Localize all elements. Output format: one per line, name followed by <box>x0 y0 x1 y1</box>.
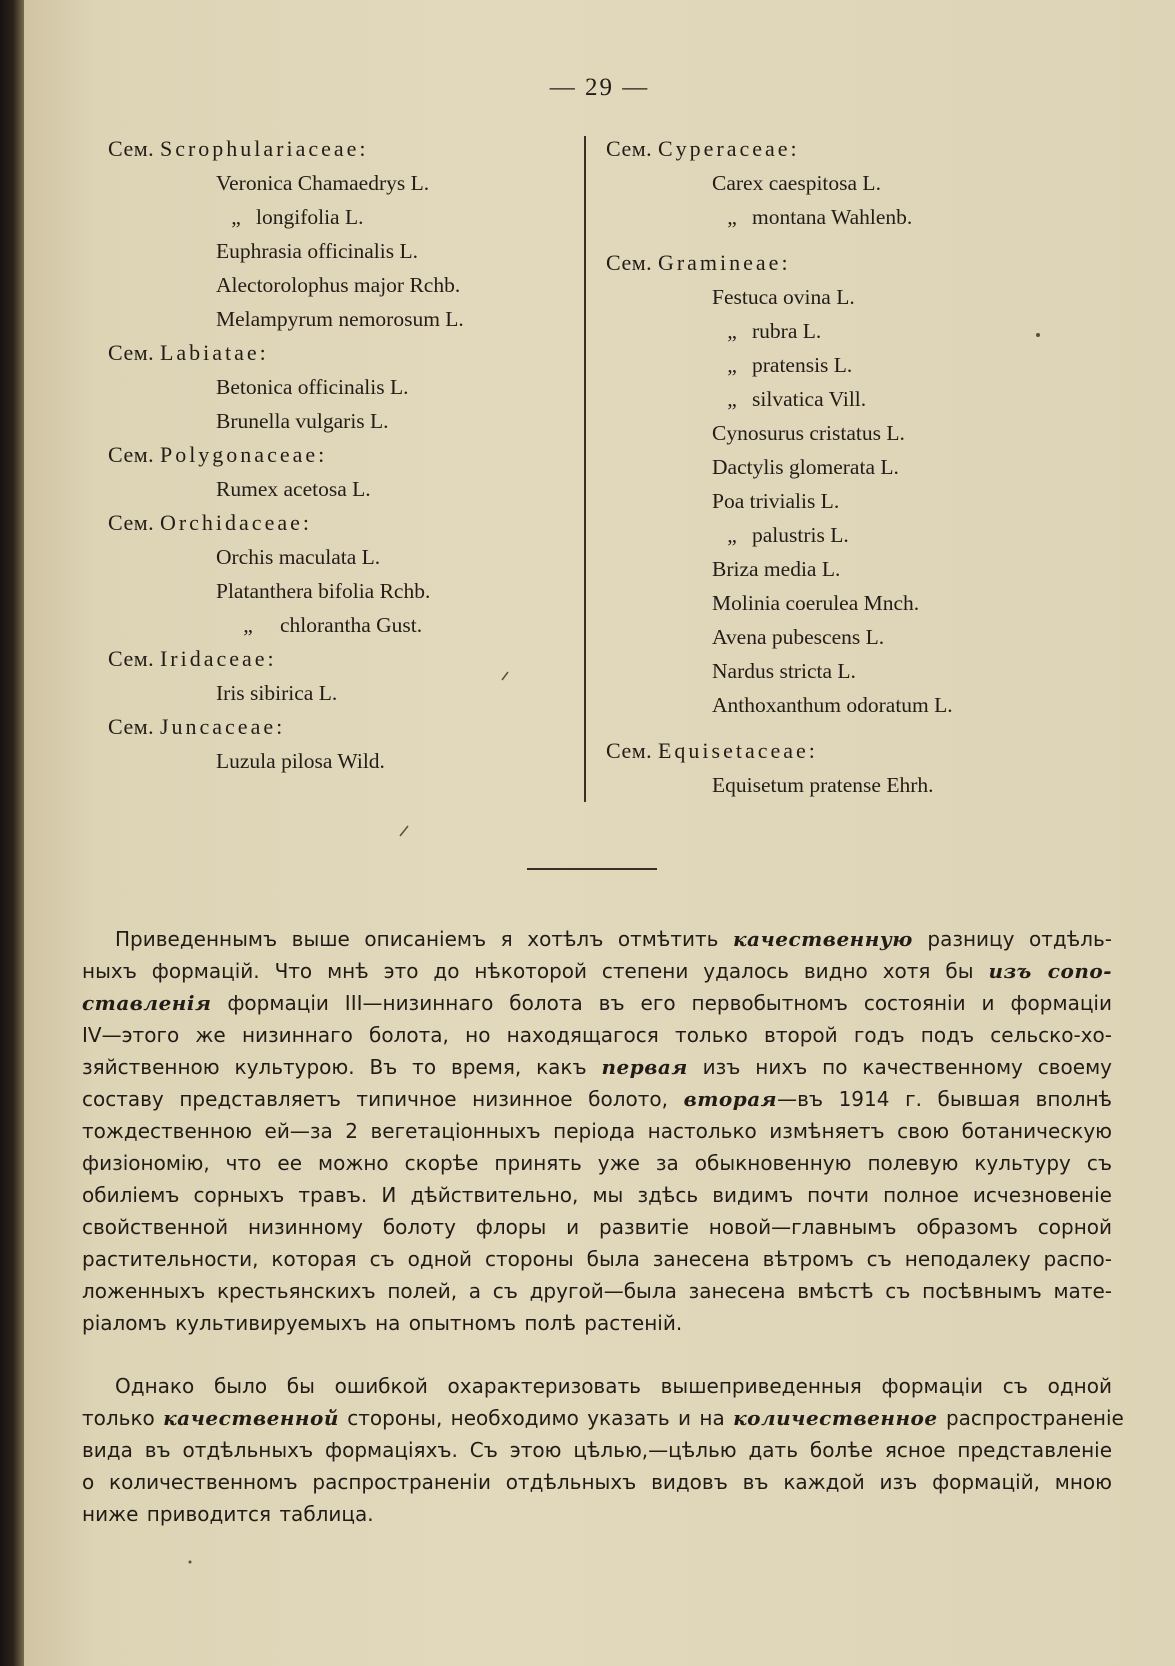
species-name: Dactylis glomerata L. <box>712 455 899 479</box>
species-name: Avena pubescens L. <box>712 625 885 649</box>
species-name: Brunella vulgaris L. <box>216 409 389 433</box>
text-segment: о количественномъ распространеніи отдѣльныхъ видовъ въ каждой изъ формацій, мною <box>82 1470 1112 1494</box>
species-entry <box>108 200 588 234</box>
page-number: — 29 — <box>549 74 650 101</box>
family-prefix: Сем. <box>108 340 155 365</box>
species-entry <box>606 484 1086 518</box>
species-name: Nardus stricta L. <box>712 659 856 683</box>
text-segment: стороны, необходимо указать и на <box>338 1406 734 1430</box>
emphasis-text: качественную <box>732 927 913 951</box>
species-name: rubra L. <box>752 319 822 343</box>
family-name: Orchidaceae: <box>159 510 312 535</box>
species-entry <box>108 676 588 710</box>
text-line <box>82 987 1112 1019</box>
species-list-right <box>606 132 1086 802</box>
ditto-mark: „ <box>727 319 737 343</box>
family-prefix: Сем. <box>108 510 155 535</box>
text-segment: ріаломъ культивируемыхъ на опытномъ полѣ растеній. <box>82 1311 683 1335</box>
species-name: Equisetum pratense Ehrh. <box>712 773 934 797</box>
species-entry <box>606 450 1086 484</box>
text-line <box>82 1083 1112 1115</box>
family-name: Polygonaceae: <box>159 442 328 467</box>
text-segment: формаціи III—низиннаго болота въ его первобытномъ состояніи и формаціи <box>211 991 1112 1015</box>
text-line <box>82 955 1112 987</box>
species-list-left <box>108 132 588 778</box>
text-segment: разницу отдѣль- <box>912 927 1112 951</box>
species-name: Cynosurus cristatus L. <box>712 421 905 445</box>
emphasis-text: изъ сопо- <box>988 959 1113 983</box>
family-prefix: Сем. <box>108 714 155 739</box>
species-name: pratensis L. <box>752 353 853 377</box>
text-line <box>82 1402 1124 1434</box>
species-entry <box>108 744 588 778</box>
family-heading <box>108 438 588 472</box>
family-name: Gramineae: <box>657 250 791 275</box>
species-name: Anthoxanthum odoratum L. <box>712 693 953 717</box>
species-entry <box>606 586 1086 620</box>
family-name: Juncaceae: <box>159 714 286 739</box>
species-entry <box>108 574 588 608</box>
column-divider <box>584 136 586 802</box>
species-entry <box>606 348 1086 382</box>
text-segment: Приведеннымъ выше описаніемъ я хотѣлъ отмѣтить <box>115 927 733 951</box>
column-gap <box>606 722 1086 734</box>
text-segment: вида въ отдѣльныхъ формаціяхъ. Съ этою цѣлью,—цѣлью дать болѣе ясное представленіе <box>82 1438 1112 1462</box>
species-name: chlorantha Gust. <box>280 613 423 637</box>
family-heading <box>606 734 1086 768</box>
species-entry <box>606 314 1086 348</box>
text-segment: —въ 1914 г. бывшая вполнѣ <box>777 1087 1112 1111</box>
text-line <box>82 1211 1112 1243</box>
paragraph-1 <box>82 923 1112 1339</box>
species-entry <box>606 768 1086 802</box>
species-entry <box>606 280 1086 314</box>
family-name: Iridaceae: <box>159 646 277 671</box>
emphasis-text: ставленія <box>82 991 212 1015</box>
species-entry <box>606 518 1086 552</box>
ditto-mark: „ <box>727 205 737 229</box>
species-name: silvatica Vill. <box>752 387 867 411</box>
species-entry <box>606 382 1086 416</box>
family-prefix: Сем. <box>606 136 653 161</box>
species-name: Rumex acetosa L. <box>216 477 371 501</box>
species-entry <box>108 370 588 404</box>
family-heading <box>108 132 588 166</box>
species-name: Melampyrum nemorosum L. <box>216 307 464 331</box>
book-spine-shadow <box>0 0 24 1666</box>
paragraph-2 <box>82 1370 1124 1530</box>
text-line <box>82 1498 1112 1530</box>
emphasis-text: первая <box>601 1055 688 1079</box>
species-entry <box>606 654 1086 688</box>
text-segment: ложенныхъ крестьянскихъ полей, а съ другой—была занесена вмѣстѣ съ посѣвнымъ мате- <box>82 1279 1112 1303</box>
text-line <box>82 1051 1112 1083</box>
species-entry <box>108 268 588 302</box>
section-rule <box>527 868 657 870</box>
species-name: Euphrasia officinalis L. <box>216 239 419 263</box>
text-segment: только <box>82 1406 164 1430</box>
family-heading <box>108 642 588 676</box>
text-line <box>82 1147 1112 1179</box>
family-prefix: Сем. <box>108 646 155 671</box>
species-name: palustris L. <box>752 523 849 547</box>
emphasis-text: вторая <box>683 1087 778 1111</box>
species-entry <box>606 200 1086 234</box>
pencil-tick-mark <box>400 826 408 836</box>
species-entry <box>108 472 588 506</box>
ditto-mark: „ <box>243 613 253 637</box>
family-heading <box>606 246 1086 280</box>
ditto-mark: „ <box>231 205 241 229</box>
text-line <box>82 1434 1112 1466</box>
species-entry <box>606 166 1086 200</box>
species-entry <box>606 688 1086 722</box>
species-entry <box>606 552 1086 586</box>
ditto-mark: „ <box>727 387 737 411</box>
species-entry <box>108 540 588 574</box>
text-segment: ниже приводится таблица. <box>82 1502 374 1526</box>
species-name: Betonica officinalis L. <box>216 375 409 399</box>
family-heading <box>108 336 588 370</box>
text-segment: растительности, которая съ одной стороны была занесена вѣтромъ съ неподалеку распо- <box>82 1247 1112 1271</box>
species-name: montana Wahlenb. <box>752 205 913 229</box>
species-name: Alectorolophus major Rchb. <box>216 273 461 297</box>
family-heading <box>108 710 588 744</box>
family-prefix: Сем. <box>108 442 155 467</box>
species-entry <box>108 302 588 336</box>
text-line <box>82 1115 1112 1147</box>
text-segment: изъ нихъ по качественному своему <box>687 1055 1112 1079</box>
species-name: Carex caespitosa L. <box>712 171 881 195</box>
text-segment: IV—этого же низиннаго болота, но находящагося только второй годъ подъ сельско-хо- <box>82 1023 1112 1047</box>
text-segment: свойственной низинному болоту флоры и развитіе новой—главнымъ образомъ сорной <box>82 1215 1112 1239</box>
species-entry <box>606 620 1086 654</box>
text-line <box>82 1307 1112 1339</box>
text-line <box>82 1275 1112 1307</box>
species-name: Iris sibirica L. <box>216 681 338 705</box>
text-segment: тождественною ей—за 2 вегетаціонныхъ періода настолько измѣняетъ свою ботаническую <box>82 1119 1112 1143</box>
species-name: Veronica Chamaedrys L. <box>216 171 430 195</box>
text-line <box>82 1466 1112 1498</box>
species-name: Festuca ovina L. <box>712 285 855 309</box>
species-entry <box>108 166 588 200</box>
species-name: Poa trivialis L. <box>712 489 840 513</box>
text-segment: физіономію, что ее можно скорѣе принять уже за обыкновенную полевую культуру съ <box>82 1151 1112 1175</box>
column-gap <box>606 234 1086 246</box>
family-prefix: Сем. <box>108 136 155 161</box>
text-line <box>82 1179 1112 1211</box>
species-entry <box>108 234 588 268</box>
text-segment: ныхъ формацій. Что мнѣ это до нѣкоторой степени удалось видно хотя бы <box>82 959 989 983</box>
text-segment: Однако было бы ошибкой охарактеризовать вышеприведенныя формаціи съ одной <box>115 1374 1112 1398</box>
species-name: Orchis maculata L. <box>216 545 381 569</box>
text-line <box>82 1019 1112 1051</box>
species-name: Platanthera bifolia Rchb. <box>216 579 431 603</box>
text-line <box>82 923 1112 955</box>
family-prefix: Сем. <box>606 738 653 763</box>
family-heading <box>108 506 588 540</box>
ditto-mark: „ <box>727 353 737 377</box>
text-segment: обиліемъ сорныхъ травъ. И дѣйствительно, мы здѣсь видимъ почти полное исчезновеніе <box>82 1183 1112 1207</box>
emphasis-text: количественное <box>733 1406 938 1430</box>
species-name: Molinia coerulea Mnch. <box>712 591 920 615</box>
species-name: Luzula pilosa Wild. <box>216 749 385 773</box>
text-segment: составу представляетъ типичное низинное болото, <box>82 1087 684 1111</box>
ink-speck <box>189 1561 192 1564</box>
ditto-mark: „ <box>727 523 737 547</box>
family-name: Scrophulariaceae: <box>159 136 369 161</box>
family-name: Equisetaceae: <box>657 738 818 763</box>
species-name: Briza media L. <box>712 557 841 581</box>
family-heading <box>606 132 1086 166</box>
family-name: Cyperaceae: <box>657 136 800 161</box>
species-entry <box>606 416 1086 450</box>
text-line <box>82 1370 1112 1402</box>
species-entry <box>108 608 588 642</box>
text-segment: распространеніе <box>937 1406 1124 1430</box>
species-name: longifolia L. <box>256 205 364 229</box>
text-segment: зяйственною культурою. Въ то время, какъ <box>82 1055 602 1079</box>
family-name: Labiatae: <box>159 340 269 365</box>
species-entry <box>108 404 588 438</box>
book-page <box>24 0 1175 1666</box>
text-line <box>82 1243 1112 1275</box>
family-prefix: Сем. <box>606 250 653 275</box>
emphasis-text: качественной <box>163 1406 339 1430</box>
